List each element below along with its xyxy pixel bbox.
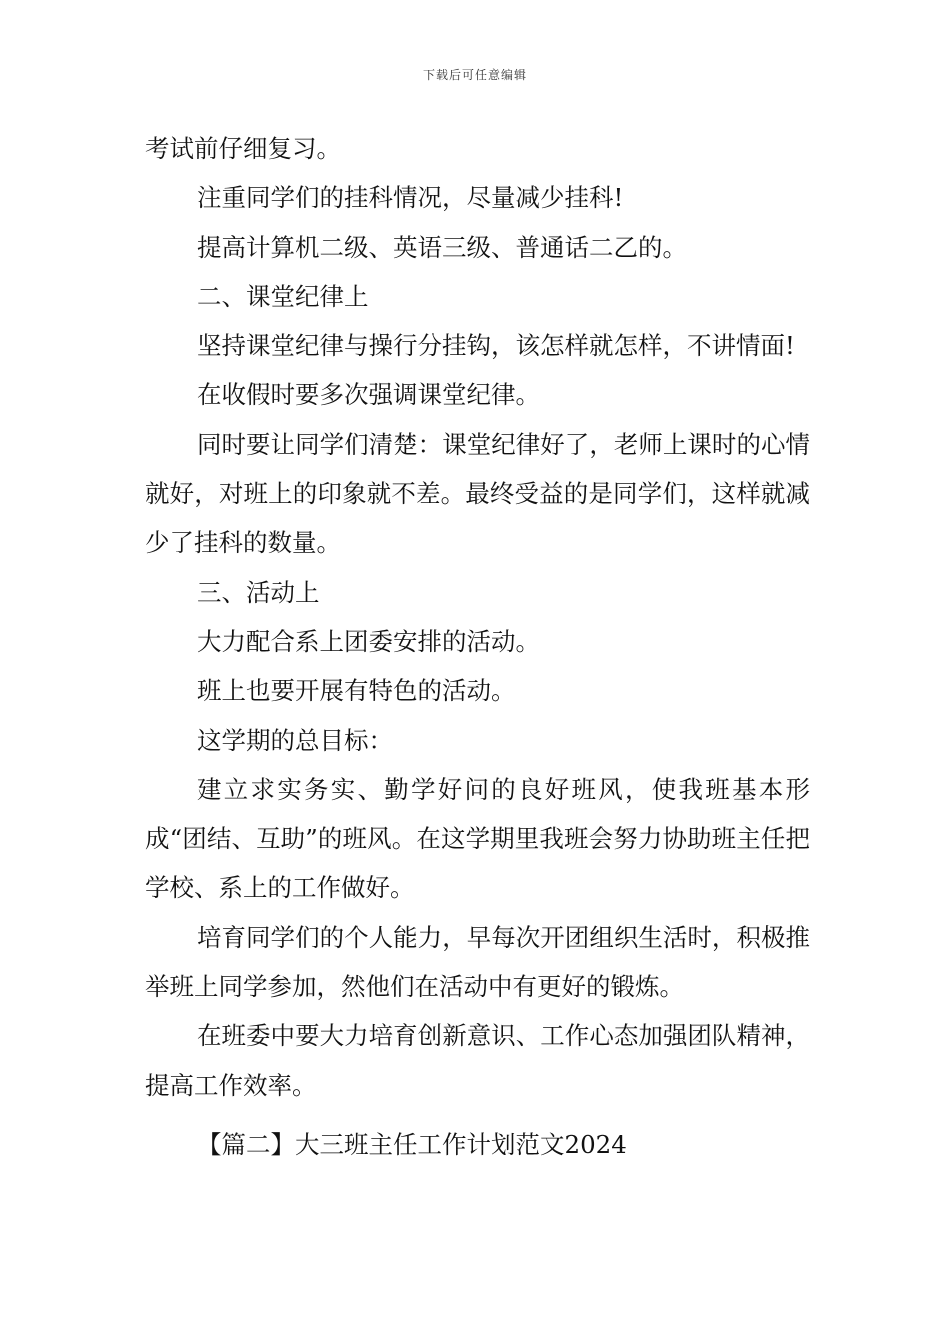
paragraph: 在收假时要多次强调课堂纪律。: [197, 380, 540, 410]
paragraph: 这学期的总目标：: [197, 725, 393, 755]
paragraph: 考试前仔细复习。: [145, 134, 341, 163]
paragraph: 班上也要开展有特色的活动。: [197, 676, 516, 706]
paragraph: 大力配合系上团委安排的活动。: [197, 626, 540, 656]
paragraph: 在班委中要大力培育创新意识、工作心态加强团队精神，提高工作效率。: [145, 1021, 810, 1100]
section-title: 【篇二】大三班主任工作计划范文2024: [197, 1129, 627, 1159]
paragraph: 培育同学们的个人能力，早每次开团组织生活时，积极推举班上同学参加，然他们在活动中有更好的锻炼。: [145, 922, 810, 1002]
section-heading: 二、课堂纪律上: [197, 281, 369, 311]
page-header: 下载后可任意编辑: [422, 68, 527, 82]
paragraph: 提高计算机二级、英语三级、普通话二乙的。: [197, 232, 687, 262]
paragraph: 注重同学们的挂科情况，尽量减少挂科!: [197, 183, 624, 213]
paragraph: 建立求实务实、勤学好问的良好班风，使我班基本形成“团结、互助”的班风。在这学期里我班会努力协助班主任把学校、系上的工作做好。: [145, 774, 810, 903]
document-body: [145, 124, 810, 1169]
paragraph: 同时要让同学们清楚：课堂纪律好了，老师上课时的心情就好，对班上的印象就不差。最终受益的是同学们，这样就减少了挂科的数量。: [145, 429, 810, 558]
paragraph: 坚持课堂纪律与操行分挂钩，该怎样就怎样，不讲情面!: [197, 331, 795, 361]
section-heading: 三、活动上: [197, 577, 320, 607]
